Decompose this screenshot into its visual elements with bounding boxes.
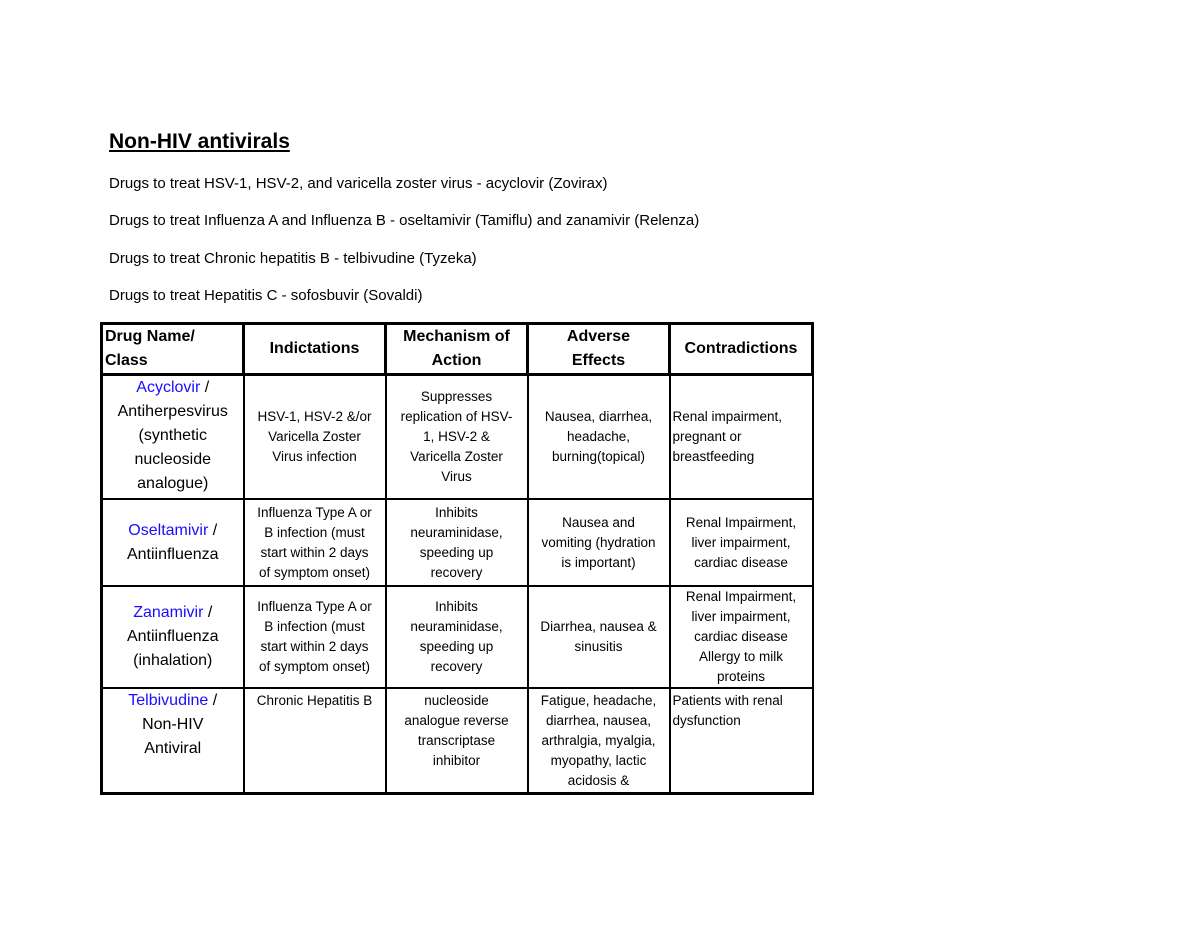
drug-class-separator: / [203,604,213,621]
drug-link-telbivudine[interactable]: Telbivudine [128,692,209,709]
header-drug-name-line1: Drug Name/ [105,328,195,345]
header-drug-name-line2: Class [105,352,148,369]
cell-line: cardiac disease [694,629,788,644]
header-adverse-effects [528,324,670,375]
cell-line: Inhibits [435,599,478,614]
cell-line: arthralgia, myalgia, [541,733,656,748]
drug-name-cell [102,688,244,794]
cell-line: Allergy to milk [698,649,784,664]
contradictions-cell [670,688,813,794]
cell-line: diarrhea, nausea, [545,713,652,728]
table-header-row [102,324,813,375]
cell-line: burning(topical) [551,449,646,464]
cell-line: headache, [566,429,631,444]
table-row [102,586,813,688]
intro-line-hepatitis-c: Drugs to treat Hepatitis C - sofosbuvir (Sovaldi) [109,287,423,304]
cell-line: proteins [716,669,766,684]
cell-line: HSV-1, HSV-2 &/or [257,409,372,424]
cell-line: Renal impairment, [672,409,783,424]
drug-link-acyclovir[interactable]: Acyclovir [136,379,201,396]
cell-line: sinusitis [574,639,623,654]
cell-line: start within 2 days [260,544,369,560]
cell-line: Fatigue, headache, [540,693,657,708]
cell-line: Renal Impairment, [685,589,797,604]
header-mechanism-line1: Mechanism of [403,328,510,345]
drug-class-separator: / [208,521,218,539]
adverse-effects-cell [528,586,670,688]
header-mechanism [386,324,528,375]
intro-line-hepatitis-b: Drugs to treat Chronic hepatitis B - telbivudine (Tyzeka) [109,250,477,267]
table-row [102,499,813,586]
cell-line: liver impairment, [691,609,791,624]
cell-line: liver impairment, [691,534,791,550]
cell-line: Diarrhea, nausea & [540,619,657,634]
drug-class-line: (inhalation) [133,652,213,669]
contradictions-cell [670,586,813,688]
drug-class-separator: / [200,379,210,396]
cell-line: B infection (must [264,524,365,540]
cell-line: speeding up [419,639,494,654]
mechanism-cell [386,375,528,500]
table-row [102,688,813,794]
header-indications: Indictations [244,324,386,375]
cell-line: nucleoside [424,693,489,708]
drug-link-zanamivir[interactable]: Zanamivir [133,604,204,621]
antiviral-drug-table [100,322,814,795]
cell-line: recovery [430,659,483,674]
adverse-effects-cell [528,499,670,586]
indications-cell [244,688,386,794]
cell-line: vomiting (hydration [541,534,656,550]
cell-line: 1, HSV-2 & [423,429,490,444]
drug-class-separator: / [208,692,218,709]
drug-class-line: (synthetic [138,427,207,444]
mechanism-cell [386,688,528,794]
cell-line: of symptom onset) [258,564,371,580]
cell-line: Chronic Hepatitis B [256,693,373,708]
cell-line: inhibitor [432,753,481,768]
drug-link-oseltamivir[interactable]: Oseltamivir [128,521,209,539]
drug-class-line: Antiherpesvirus [117,403,228,420]
cell-line: breastfeeding [672,449,755,464]
cell-line: acidosis & [567,773,630,788]
cell-line: Varicella Zoster [410,449,503,464]
indications-cell [244,586,386,688]
contradictions-cell [670,375,813,500]
cell-line: Varicella Zoster [268,429,361,444]
cell-line: Inhibits [435,504,478,520]
cell-line: transcriptase [417,733,496,748]
page-title: Non-HIV antivirals [109,130,290,153]
header-drug-name [102,324,244,375]
drug-name-cell [102,375,244,500]
cell-line: neuraminidase, [410,619,503,634]
cell-line: of symptom onset) [258,659,371,674]
drug-class-line: Antiviral [144,740,202,757]
cell-line: speeding up [419,544,494,560]
drug-class-line: Antiinfluenza [126,628,219,645]
header-adverse-line1: Adverse [566,328,631,345]
cell-line: Patients with renal [672,693,783,708]
cell-line: pregnant or [672,429,742,444]
cell-line: Influenza Type A or [257,504,372,520]
contradictions-cell [670,499,813,586]
cell-line: dysfunction [672,713,741,728]
cell-line: is important) [561,554,636,570]
cell-line: start within 2 days [260,639,369,654]
indications-cell [244,499,386,586]
cell-line: cardiac disease [694,554,788,570]
drug-class-line: nucleoside [134,451,211,468]
cell-line: Influenza Type A or [257,599,372,614]
cell-line: Virus infection [272,449,357,464]
drug-class-line: analogue) [137,475,209,492]
cell-line: recovery [430,564,483,580]
intro-line-influenza: Drugs to treat Influenza A and Influenza B - oseltamivir (Tamiflu) and zanamivir (Relenza) [109,212,700,229]
adverse-effects-cell [528,688,670,794]
cell-line: Nausea and [562,514,635,530]
intro-line-hsv: Drugs to treat HSV-1, HSV-2, and varicella zoster virus - acyclovir (Zovirax) [109,175,608,192]
cell-line: Virus [441,469,472,484]
drug-name-cell [102,499,244,586]
cell-line: Suppresses [420,389,493,404]
indications-cell [244,375,386,500]
cell-line: replication of HSV- [400,409,513,424]
header-contradictions: Contradictions [670,324,813,375]
adverse-effects-cell [528,375,670,500]
mechanism-cell [386,499,528,586]
header-mechanism-line2: Action [431,352,482,369]
cell-line: myopathy, lactic [550,753,647,768]
drug-class-line: Non-HIV [142,716,204,733]
header-adverse-line2: Effects [571,352,626,369]
cell-line: Renal Impairment, [685,514,797,530]
table-row [102,375,813,500]
drug-name-cell [102,586,244,688]
cell-line: analogue reverse [404,713,509,728]
cell-line: neuraminidase, [410,524,503,540]
cell-line: Nausea, diarrhea, [544,409,653,424]
mechanism-cell [386,586,528,688]
cell-line: B infection (must [264,619,365,634]
drug-class-line: Antiinfluenza [126,545,219,563]
